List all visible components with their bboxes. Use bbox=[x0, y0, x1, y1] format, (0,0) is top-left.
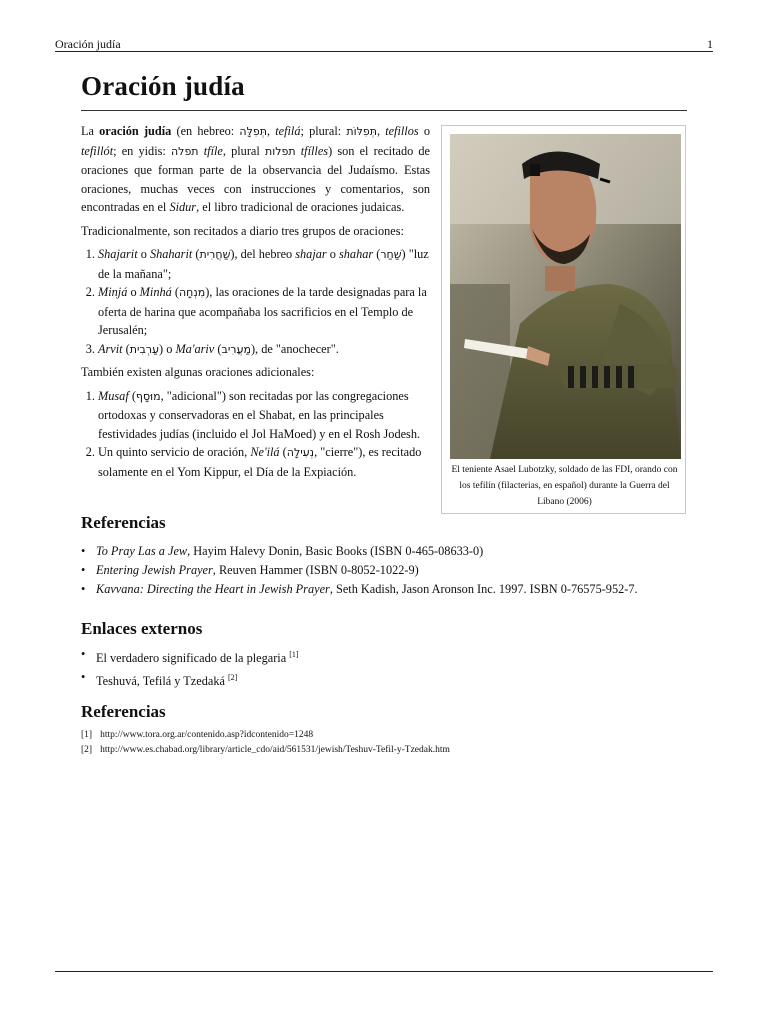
intro-paragraph: La oración judía (en hebreo: תְּפִלָּה, tefilá; plural: תְּפִלּוֹת, tefillos o tefillót; en yidis: תפלה tfíle, plural תפלות tfílles) son el recitado de oraciones que forman parte de la observancia del Judaísmo. Estas oraciones, muchas veces con instrucciones y comentarios, son encontradas en el Sidur, el libro tradicional de oraciones judaicas. bbox=[81, 124, 431, 214]
references-list bbox=[81, 542, 638, 599]
additional-intro: También existen algunas oraciones adicionales: bbox=[81, 365, 315, 379]
section-heading-referencias: Referencias bbox=[81, 513, 166, 532]
article-body bbox=[81, 122, 430, 485]
title-rule bbox=[81, 110, 687, 111]
list-item: 1. Musaf (מוּסָף, "adicional") son recitadas por las congregaciones ortodoxas y conservadoras en el Shabat, en las principales festividades judías (incluido el Jol HaMoed) y en el Rosh Jodesh. bbox=[98, 387, 430, 444]
external-link[interactable]: • Teshuvá, Tefilá y Tzedaká [2] bbox=[96, 668, 299, 691]
footnote: [1] http://www.tora.org.ar/contenido.asp?idcontenido=1248 bbox=[81, 728, 450, 743]
list-item: • Entering Jewish Prayer, Reuven Hammer (ISBN 0-8052-1022-9) bbox=[96, 561, 638, 580]
section-heading-enlaces: Enlaces externos bbox=[81, 619, 203, 638]
header-rule bbox=[55, 51, 713, 52]
list-item: • To Pray Las a Jew, Hayim Halevy Donin, Basic Books (ISBN 0-465-08633-0) bbox=[96, 542, 638, 561]
list-item: 2. Minjá o Minhá (מִנְחָה), las oraciones de la tarde designadas para la oferta de harina que acompañaba los sacrificios en el Templo de Jerusalén; bbox=[98, 283, 430, 340]
external-links-list bbox=[81, 645, 299, 691]
groups-intro: Tradicionalmente, son recitados a diario tres grupos de oraciones: bbox=[81, 223, 404, 238]
page-number: 1 bbox=[707, 37, 713, 51]
section-heading-notas: Referencias bbox=[81, 702, 166, 721]
footnote-url[interactable]: http://www.tora.org.ar/contenido.asp?idcontenido=1248 bbox=[100, 730, 314, 740]
list-item: 2. Un quinto servicio de oración, Ne'ilá (נְעִילָה, "cierre"), es recitado solamente en el Yom Kippur, el Día de la Expiación. bbox=[98, 443, 430, 481]
external-link[interactable]: • El verdadero significado de la plegaria [1] bbox=[96, 645, 299, 668]
footnotes bbox=[81, 728, 450, 758]
running-title: Oración judía bbox=[55, 37, 121, 51]
soldier-photo-illustration bbox=[450, 134, 681, 459]
soldier-photo bbox=[450, 134, 681, 459]
figure bbox=[441, 125, 686, 514]
additional-prayers-list bbox=[81, 387, 430, 482]
footnote: [2] http://www.es.chabad.org/library/article_cdo/aid/561531/jewish/Teshuv-Tefil-y-Tzedak.htm bbox=[81, 743, 450, 758]
page-title: Oración judía bbox=[81, 71, 245, 101]
figure-caption: El teniente Asael Lubotzky, soldado de las FDI, orando con los tefilín (filacterias, en español) durante la Guerra del Líbano (2006) bbox=[451, 465, 678, 507]
list-item: • Kavvana: Directing the Heart in Jewish Prayer, Seth Kadish, Jason Aronson Inc. 1997. ISBN 0-76575-952-7. bbox=[96, 580, 638, 599]
list-item: 3. Arvit (עַרְבִית) o Ma'ariv (מַעֲרִיב), de "anochecer". bbox=[98, 340, 430, 360]
running-header bbox=[55, 37, 713, 52]
daily-prayers-list bbox=[81, 245, 430, 359]
list-item: 1. Shajarit o Shaharit (שַׁחֲרִית), del hebreo shajar o shahar (שַׁחַר) "luz de la mañana"; bbox=[98, 245, 430, 283]
footer-rule bbox=[55, 971, 713, 972]
footnote-url[interactable]: http://www.es.chabad.org/library/article_cdo/aid/561531/jewish/Teshuv-Tefil-y-Tzedak.htm bbox=[100, 745, 450, 755]
